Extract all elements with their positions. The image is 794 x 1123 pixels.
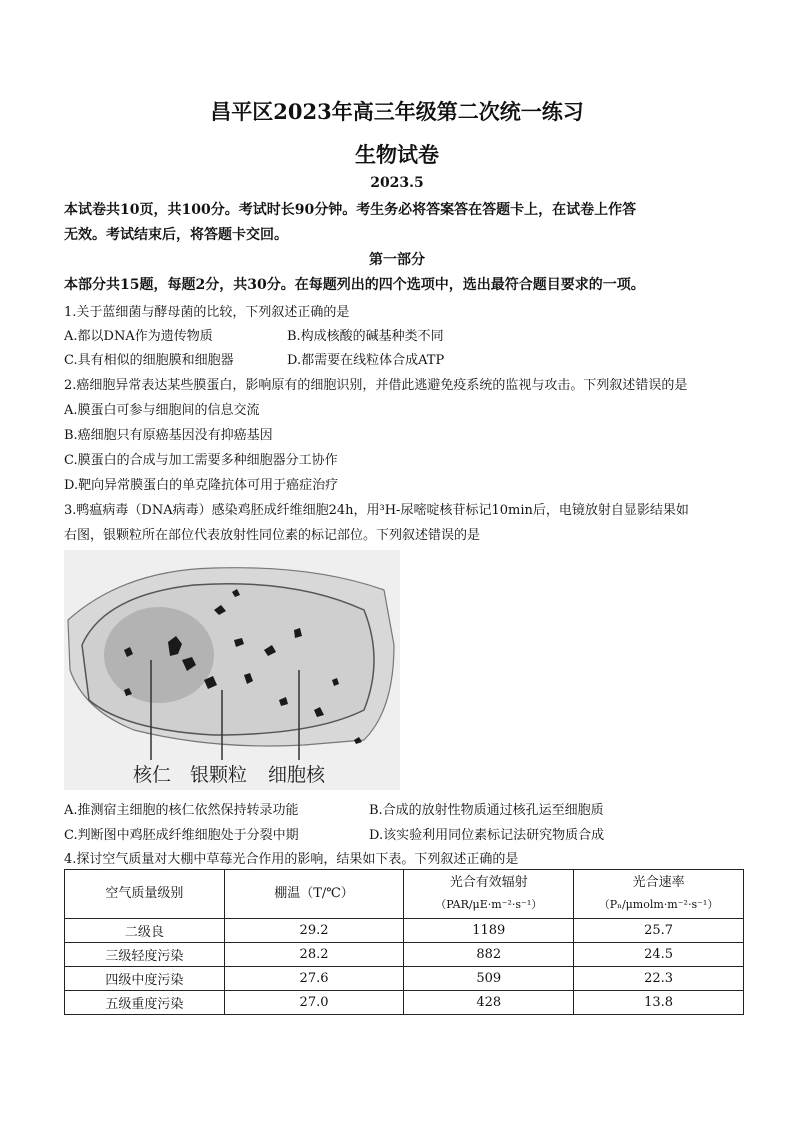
q3-stem-line2: 右图，银颗粒所在部位代表放射性同位素的标记部位。下列叙述错误的是: [64, 528, 481, 543]
exam-date: 2023.5: [370, 175, 424, 191]
figure-label-nucleus: 细胞核: [268, 764, 326, 786]
q2-option-c: C.膜蛋白的合成与加工需要多种细胞器分工协作: [64, 453, 338, 468]
header-label: 光合速率: [632, 875, 685, 890]
micrograph-figure: [64, 550, 400, 790]
q2-option-b: B.癌细胞只有原癌基因没有抑癌基因: [64, 428, 273, 443]
header-label: 光合有效辐射: [449, 875, 528, 890]
air-quality-table: [64, 869, 744, 1015]
table-header-cell: [65, 870, 225, 919]
figure-label-nucleolus: 核仁: [133, 764, 172, 786]
exam-instructions-line2: 无效。考试结束后，将答题卡交回。: [64, 227, 288, 243]
table-cell: 882: [404, 943, 574, 967]
exam-subject: 生物试卷: [355, 142, 439, 167]
table-cell: 四级中度污染: [65, 967, 225, 991]
table-cell: 1189: [404, 919, 574, 943]
table-cell: 22.3: [574, 967, 744, 991]
table-cell: 二级良: [65, 919, 225, 943]
table-row: [65, 991, 744, 1015]
q2-stem: 2.癌细胞异常表达某些膜蛋白，影响原有的细胞识别，并借此逃避免疫系统的监视与攻击。下列叙述错误的是: [64, 378, 688, 393]
table-cell: 13.8: [574, 991, 744, 1015]
table-row: [65, 943, 744, 967]
header-label: 棚温（T/℃）: [274, 886, 354, 901]
table-cell: 五级重度污染: [65, 991, 225, 1015]
q2-option-a: A.膜蛋白可参与细胞间的信息交流: [64, 403, 260, 418]
header-unit: （Pₙ/μmolm·m⁻²·s⁻¹）: [598, 898, 719, 911]
header-label: 空气质量级别: [105, 886, 184, 901]
exam-title: 昌平区2023年高三年级第二次统一练习: [210, 99, 584, 124]
q2-option-d: D.靶向异常膜蛋白的单克隆抗体可用于癌症治疗: [64, 478, 339, 493]
table-header-cell: [224, 870, 404, 919]
table-cell: 29.2: [224, 919, 404, 943]
q3-option-d: D.该实验利用同位素标记法研究物质合成: [369, 828, 605, 843]
table-cell: 三级轻度污染: [65, 943, 225, 967]
table-header-row: [65, 870, 744, 919]
q4-stem: 4.探讨空气质量对大棚中草莓光合作用的影响，结果如下表。下列叙述正确的是: [64, 852, 519, 867]
table-cell: 509: [404, 967, 574, 991]
q3-option-b: B.合成的放射性物质通过核孔运至细胞质: [369, 803, 604, 818]
micrograph-image: [64, 550, 400, 790]
table-cell: 27.0: [224, 991, 404, 1015]
table-row: [65, 919, 744, 943]
figure-label-silver-grains: 银颗粒: [190, 764, 248, 786]
q1-option-d: D.都需要在线粒体合成ATP: [287, 353, 445, 368]
q1-stem: 1.关于蓝细菌与酵母菌的比较，下列叙述正确的是: [64, 305, 350, 320]
exam-instructions-line1: 本试卷共10页，共100分。考试时长90分钟。考生务必将答案答在答题卡上，在试卷上作答: [64, 202, 637, 218]
table-cell: 428: [404, 991, 574, 1015]
q3-option-c: C.判断图中鸡胚成纤维细胞处于分裂中期: [64, 828, 299, 843]
part1-instructions: 本部分共15题，每题2分，共30分。在每题列出的四个选项中，选出最符合题目要求的一项。: [64, 277, 645, 293]
table-row: [65, 967, 744, 991]
table-cell: 24.5: [574, 943, 744, 967]
table-header-cell: [404, 870, 574, 919]
q3-stem-line1: 3.鸭瘟病毒（DNA病毒）感染鸡胚成纤维细胞24h，用³H-尿嘧啶核苷标记10min后，电镜放射自显影结果如: [64, 503, 689, 518]
q3-option-a: A.推测宿主细胞的核仁依然保持转录功能: [64, 803, 299, 818]
header-unit: （PAR/μE·m⁻²·s⁻¹）: [435, 898, 543, 911]
q1-option-c: C.具有相似的细胞膜和细胞器: [64, 353, 234, 368]
q1-option-b: B.构成核酸的碱基种类不同: [287, 329, 444, 344]
table-cell: 28.2: [224, 943, 404, 967]
part1-heading: 第一部分: [369, 252, 425, 268]
table-cell: 25.7: [574, 919, 744, 943]
table-header-cell: [574, 870, 744, 919]
q1-option-a: A.都以DNA作为遗传物质: [64, 329, 213, 344]
table-cell: 27.6: [224, 967, 404, 991]
